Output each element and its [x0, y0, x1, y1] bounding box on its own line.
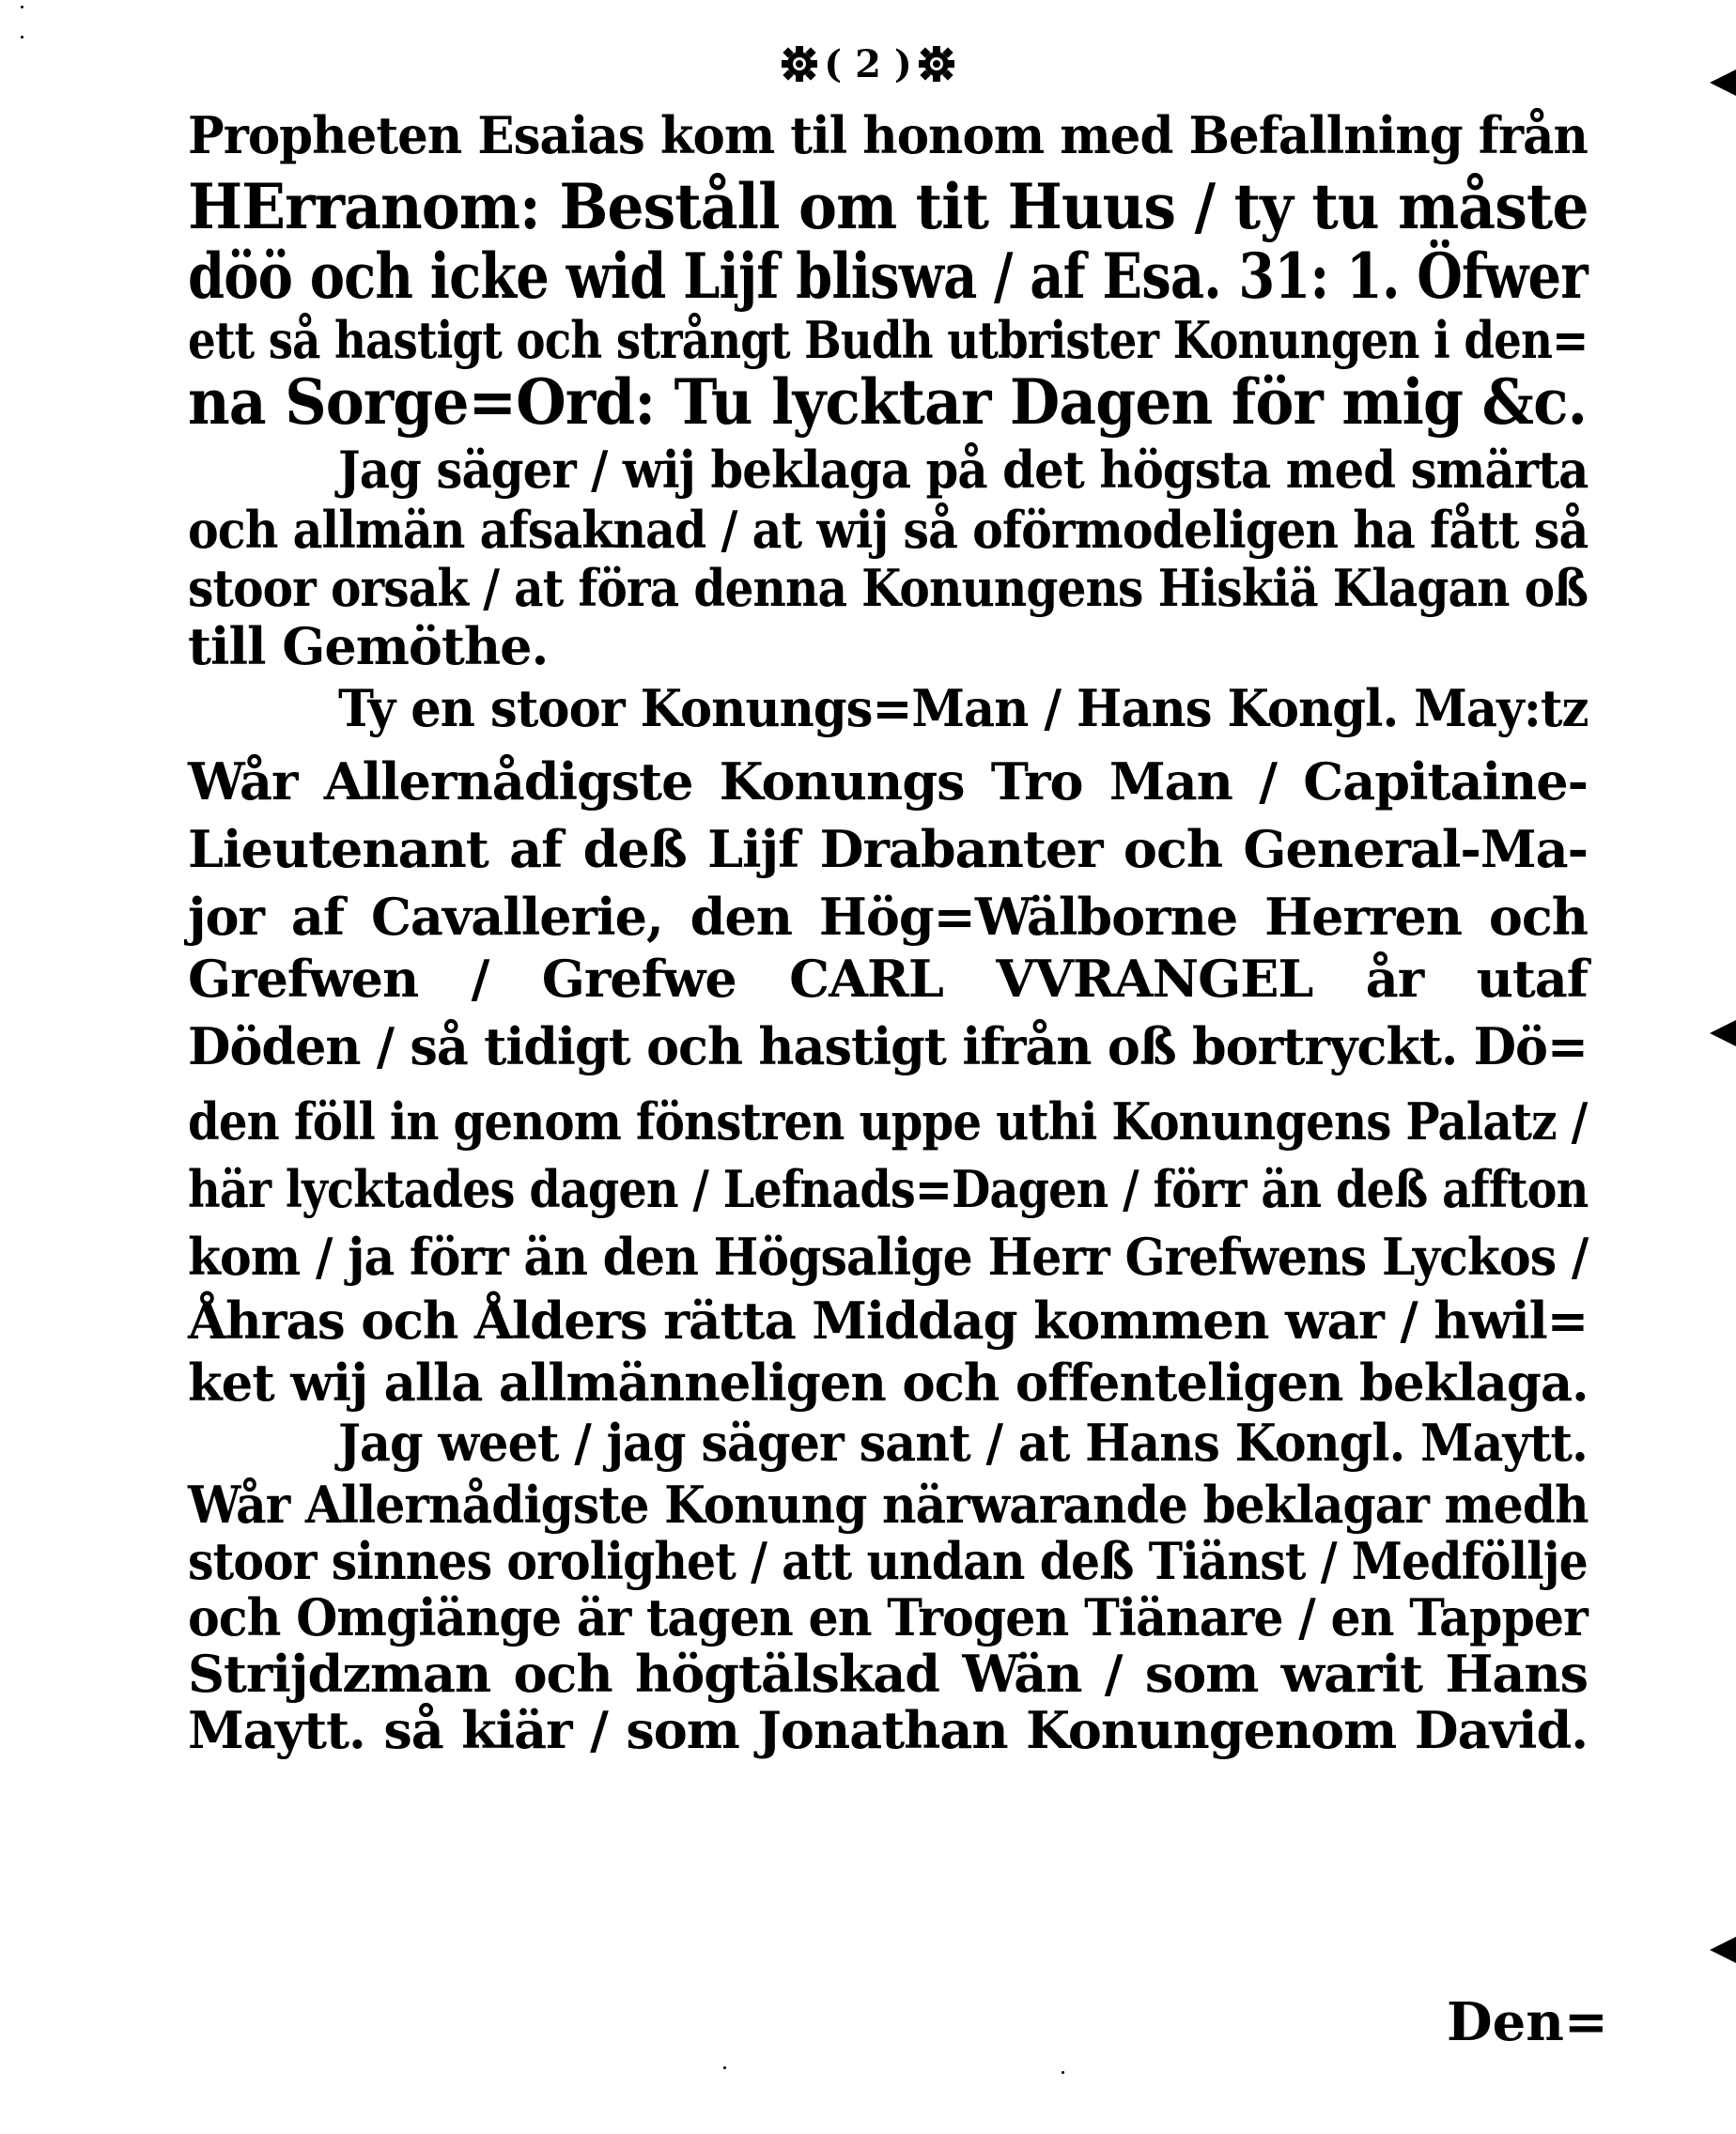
text-line-emphasis: na Sorge=Ord: Tu lycktar Dagen för mig &c.	[188, 365, 1588, 439]
text-line: stoor orsak / at föra denna Konungens Hiskiä Klagan oß	[188, 558, 1589, 618]
binding-mark-middle-icon	[1710, 1020, 1736, 1046]
paragraph-end-line: till Gemöthe.	[188, 616, 549, 676]
text-line: här lycktades dagen / Lefnads=Dagen / förr än deß affton	[188, 1159, 1589, 1219]
paragraph-start-line: Jag weet / jag säger sant / at Hans Kongl. Maytt.	[337, 1413, 1588, 1473]
text-line: jor af Cavallerie, den Hög=Wälborne Herren och	[188, 887, 1588, 947]
text-line: Propheten Esaias kom til honom med Befallning från	[188, 105, 1588, 165]
text-line: och allmän afsaknad / at wij så oförmodeligen ha fått så	[188, 500, 1589, 560]
text-line: Maytt. så kiär / som Jonathan Konungenom David.	[188, 1700, 1588, 1760]
text-line: Åhras och Ålders rätta Middag kommen war / hwil=	[188, 1291, 1589, 1351]
text-line: Wår Allernådigste Konung närwarande beklagar medh	[188, 1475, 1589, 1535]
paragraph-start-line: Ty en stoor Konungs=Man / Hans Kongl. May:tz	[338, 678, 1589, 738]
scan-speck	[1062, 2071, 1064, 2074]
text-line: och Omgiänge är tagen en Trogen Tiänare / en Tapper	[188, 1587, 1588, 1647]
text-line: ett så hastigt och strångt Budh utbrister Konungen i den=	[188, 310, 1589, 370]
text-line: stoor sinnes orolighet / att undan deß Tiänst / Medföllje	[188, 1531, 1588, 1591]
text-line-emphasis: döö och icke wid Lijf bliswa / af Esa. 31: 1. Öfwer	[188, 240, 1588, 313]
gear-ornament-left-icon	[781, 45, 818, 83]
binding-mark-top-icon	[1710, 70, 1736, 96]
text-line-name: Grefwen / Grefwe CARL VVRANGEL år utaf	[188, 949, 1588, 1009]
text-line: kom / ja förr än den Högsalige Herr Grefwens Lyckos /	[188, 1227, 1589, 1287]
page-header	[0, 36, 1736, 92]
catchword: Den=	[1447, 1991, 1608, 2053]
text-line: den föll in genom fönstren uppe uthi Konungens Palatz /	[188, 1091, 1588, 1152]
scan-speck	[21, 6, 23, 8]
page-number: ( 2 )	[824, 41, 912, 86]
text-line: Döden / så tidigt och hastigt ifrån oß bortryckt. Dö=	[188, 1016, 1588, 1076]
paragraph-start-line: Jag säger / wij beklaga på det högsta med smärta	[338, 440, 1589, 500]
text-line: Lieutenant af deß Lijf Drabanter och General-Ma-	[188, 819, 1588, 879]
scan-speck	[723, 2066, 726, 2069]
paragraph-end-line: ket wij alla allmänneligen och offenteligen beklaga.	[188, 1353, 1589, 1413]
scan-speck	[21, 36, 23, 39]
gear-ornament-right-icon	[918, 45, 955, 83]
text-line-emphasis: HErranom: Beståll om tit Huus / ty tu måste	[188, 170, 1589, 243]
text-line: Wår Allernådigste Konungs Tro Man / Capitaine-	[188, 751, 1588, 812]
binding-mark-bottom-icon	[1710, 1937, 1736, 1963]
text-line: Strijdzman och högtälskad Wän / som warit Hans	[188, 1644, 1588, 1704]
